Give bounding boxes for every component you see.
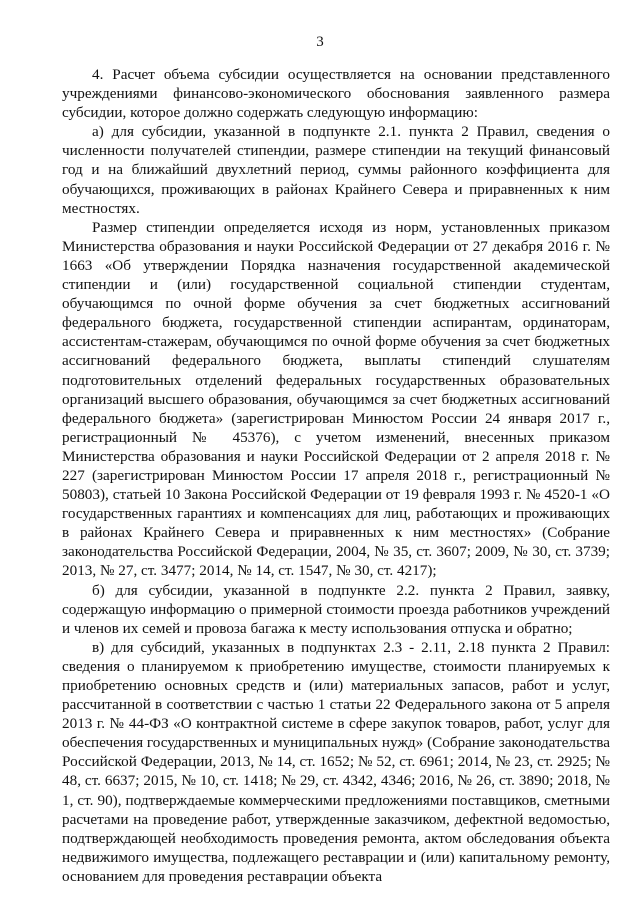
paragraph-stipend-size: Размер стипендии определяется исходя из норм, установленных приказом Министерства образования и науки Российской Федерации от 27 декабря 2016 г. № 1663 «Об утверждении Порядка назначения государственной академической стипендии и (или) государственной социальной стипендии студентам, обучающимся по очной форме обучения за счет бюджетных ассигнований федерального бюджета, государственной стипендии аспирантам, ординаторам, ассистентам-стажерам, обучающимся по очной форме обучения за счет бюджетных ассигнований федерального бюджета, выплаты стипендий слушателям подготовительных отделений федеральных государственных образовательных организаций высшего образования, обучающимся за счет бюджетных ассигнований федерального бюджета» (зарегистрирован Минюстом России 24 января 2017 г., регистрационный № 45376), с учетом изменений, внесенных приказом Министерства образования и науки Российской Федерации от 2 апреля 2018 г. № 227 (зарегистрирован Минюстом России 17 апреля 2018 г., регистрационный № 50803), статьей 10 Закона Российской Федерации от 19 февраля 1993 г. № 4520-1 «О государственных гарантиях и компенсациях для лиц, работающих и проживающих в районах Крайнего Севера и приравненных к ним местностях» (Собрание законодательства Российской Федерации, 2004, № 35, ст. 3607; 2009, № 30, ст. 3739; 2013, № 27, ст. 3477; 2014, № 14, ст. 1547, № 30, ст. 4217); (62, 218, 610, 580)
paragraph-a-stipend-subsidy: а) для субсидии, указанной в подпункте 2.1. пункта 2 Правил, сведения о численности получателей стипендии, размере стипендии на текущий финансовый год и на ближайший двухлетний период, суммы районного коэффициента для обучающихся, проживающих в районах Крайнего Севера и приравненных к ним местностях. (62, 123, 610, 217)
page-number: 3 (316, 34, 324, 50)
paragraph-4-subsidy-calculation: 4. Расчет объема субсидии осуществляется на основании представленного учреждениями финансово-экономического обоснования заявленного размера субсидии, которое должно содержать следующую информацию: (62, 66, 610, 122)
document-body (62, 65, 610, 886)
paragraph-b-travel-subsidy: б) для субсидии, указанной в подпункте 2.2. пункта 2 Правил, заявку, содержащую информацию о примерной стоимости проезда работников учреждений и членов их семей и провоза багажа к месту использования отпуска и обратно; (62, 581, 610, 637)
paragraph-v-property-subsidy: в) для субсидий, указанных в подпунктах 2.3 - 2.11, 2.18 пункта 2 Правил: сведения о планируемом к приобретению имуществе, стоимости планируемых к приобретению основных средств и (или) материальных запасов, работ и услуг, рассчитанной в соответствии с частью 1 статьи 22 Федерального закона от 5 апреля 2013 г. № 44-ФЗ «О контрактной системе в сфере закупок товаров, работ, услуг для обеспечения государственных и муниципальных нужд» (Собрание законодательства Российской Федерации, 2013, № 14, ст. 1652; № 52, ст. 6961; 2014, № 23, ст. 2925; № 48, ст. 6637; 2015, № 10, ст. 1418; № 29, ст. 4342, 4346; 2016, № 26, ст. 3890; 2018, № 1, ст. 90), подтверждаемые коммерческими предложениями поставщиков, сметными расчетами на проведение работ, утвержденные заказчиком, дефектной ведомостью, подтверждающей необходимость проведения ремонта, актом обследования объекта недвижимого имущества, подлежащего реставрации и (или) капитальному ремонту, основанием для проведения реставрации объекта (62, 638, 610, 885)
